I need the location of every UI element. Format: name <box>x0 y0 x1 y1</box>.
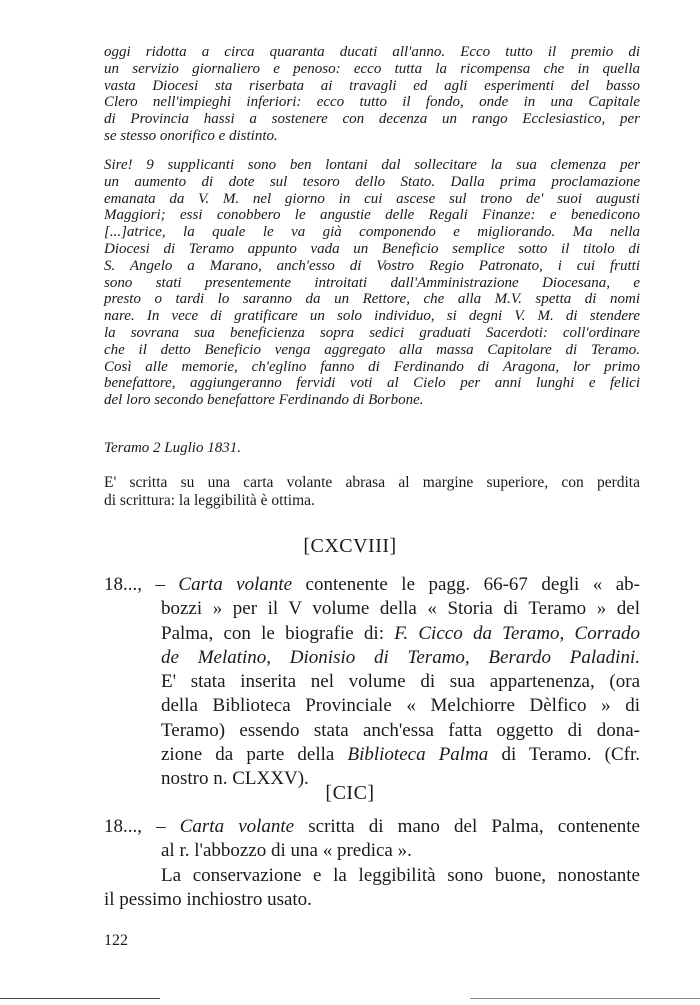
text-line: zione da parte della Biblioteca Palma di Teramo. (Cfr. <box>161 744 640 766</box>
top-paragraph <box>104 44 640 145</box>
text-line: il pessimo inchiostro usato. <box>104 888 312 910</box>
text-line: Maggiori; essi conobbero le angustie delle Regali Finanze: e benedicono <box>104 207 640 224</box>
scan-edge-line <box>0 998 160 999</box>
text-line: di Provincia hassi a sostenere con decenza un rango Ecclesiastico, per <box>104 111 640 128</box>
text-line: La conservazione e la leggibilità sono buone, nonostante <box>161 864 640 886</box>
text-line: Diocesi di Teramo appunto vada un Beneficio semplice sotto il titolo di <box>104 240 640 257</box>
page-number: 122 <box>104 932 128 949</box>
text-line: presto o tardi lo saranno da un Rettore, che alla M.V. spetta di nomi <box>104 291 640 308</box>
text-line: nare. In vece di gratificare un solo individuo, si degni V. M. di stendere <box>104 308 640 325</box>
text-line: Clero nell'impieghi inferiori: ecco tutto il fondo, onde in una Capitale <box>104 94 640 111</box>
note-paragraph <box>104 474 640 510</box>
text-line: oggi ridotta a circa quaranta ducati all'anno. Ecco tutto il premio di <box>104 44 640 60</box>
text-line: che il detto Beneficio venga aggregato alla massa Capitolare di Teramo. <box>104 341 640 358</box>
text-line: bozzi » per il V volume della « Storia di Teramo » del <box>161 598 640 620</box>
text-line: E' scritta su una carta volante abrasa al margine superiore, con perdita <box>104 474 640 491</box>
text-line: 18..., – Carta volante contenente le pagg. 66-67 degli « ab- <box>104 574 640 595</box>
text-line: un aumento di dote sul tesoro dello Stato. Dalla prima proclamazione <box>104 173 640 190</box>
text-line: Sire! 9 supplicanti sono ben lontani dal sollecitare la sua clemenza per <box>104 157 640 173</box>
text-line: del loro secondo benefattore Ferdinando di Borbone. <box>104 392 424 409</box>
text-line: se stesso onorifico e distinto. <box>104 127 278 144</box>
text-line: Teramo 2 Luglio 1831. <box>104 440 241 456</box>
text-line: sono stati presentemente introitati dall'Amministrazione Diocesana, e <box>104 274 640 291</box>
text-line: al r. l'abbozzo di una « predica ». <box>161 840 412 862</box>
scan-edge-line <box>470 998 700 999</box>
date-line <box>104 440 640 457</box>
section-heading: [CXCVIII] <box>303 535 397 557</box>
sire-paragraph <box>104 157 640 409</box>
text-line: di scrittura: la leggibilità è ottima. <box>104 492 315 509</box>
text-line: [...]atrice, la quale le va già componendo e migliorando. Ma nella <box>104 224 640 241</box>
text-line: 18..., – Carta volante scritta di mano del Palma, contenente <box>104 816 640 837</box>
text-line: vasta Diocesi sta riserbata ai travagli ed agli esperimenti del basso <box>104 77 640 94</box>
catalog-entry <box>104 815 640 912</box>
text-line: S. Angelo a Marano, anch'esso di Vostro Regio Patronato, i cui frutti <box>104 257 640 274</box>
text-line: de Melatino, Dionisio di Teramo, Berardo Paladini. <box>161 646 640 668</box>
text-line: emanata da V. M. nel giorno in cui ascese sul trono de' suoi augusti <box>104 190 640 207</box>
text-line: nostro n. CLXXV). <box>161 768 309 790</box>
text-line: benefattore, aggiungeranno fervidi voti al Cielo per anni lunghi e felici <box>104 375 640 392</box>
text-line: Palma, con le biografie di: F. Cicco da Teramo, Corrado <box>161 622 640 644</box>
text-line: un servizio giornaliero e penoso: ecco tutta la ricompensa che in quella <box>104 60 640 77</box>
text-line: la sovrana sua beneficienza sopra sedici graduati Sacerdoti: coll'ordinare <box>104 324 640 341</box>
section-heading: [CIC] <box>325 782 375 804</box>
catalog-entry <box>104 573 640 792</box>
text-line: della Biblioteca Provinciale « Melchiorre Dèlfico » di <box>161 695 640 717</box>
text-line: E' stata inserita nel volume di sua appartenenza, (ora <box>161 671 640 693</box>
text-line: Così alle memorie, ch'eglino fanno di Ferdinando di Aragona, lor primo <box>104 358 640 375</box>
text-line: Teramo) essendo stata anch'essa fatta oggetto di dona- <box>161 719 640 741</box>
